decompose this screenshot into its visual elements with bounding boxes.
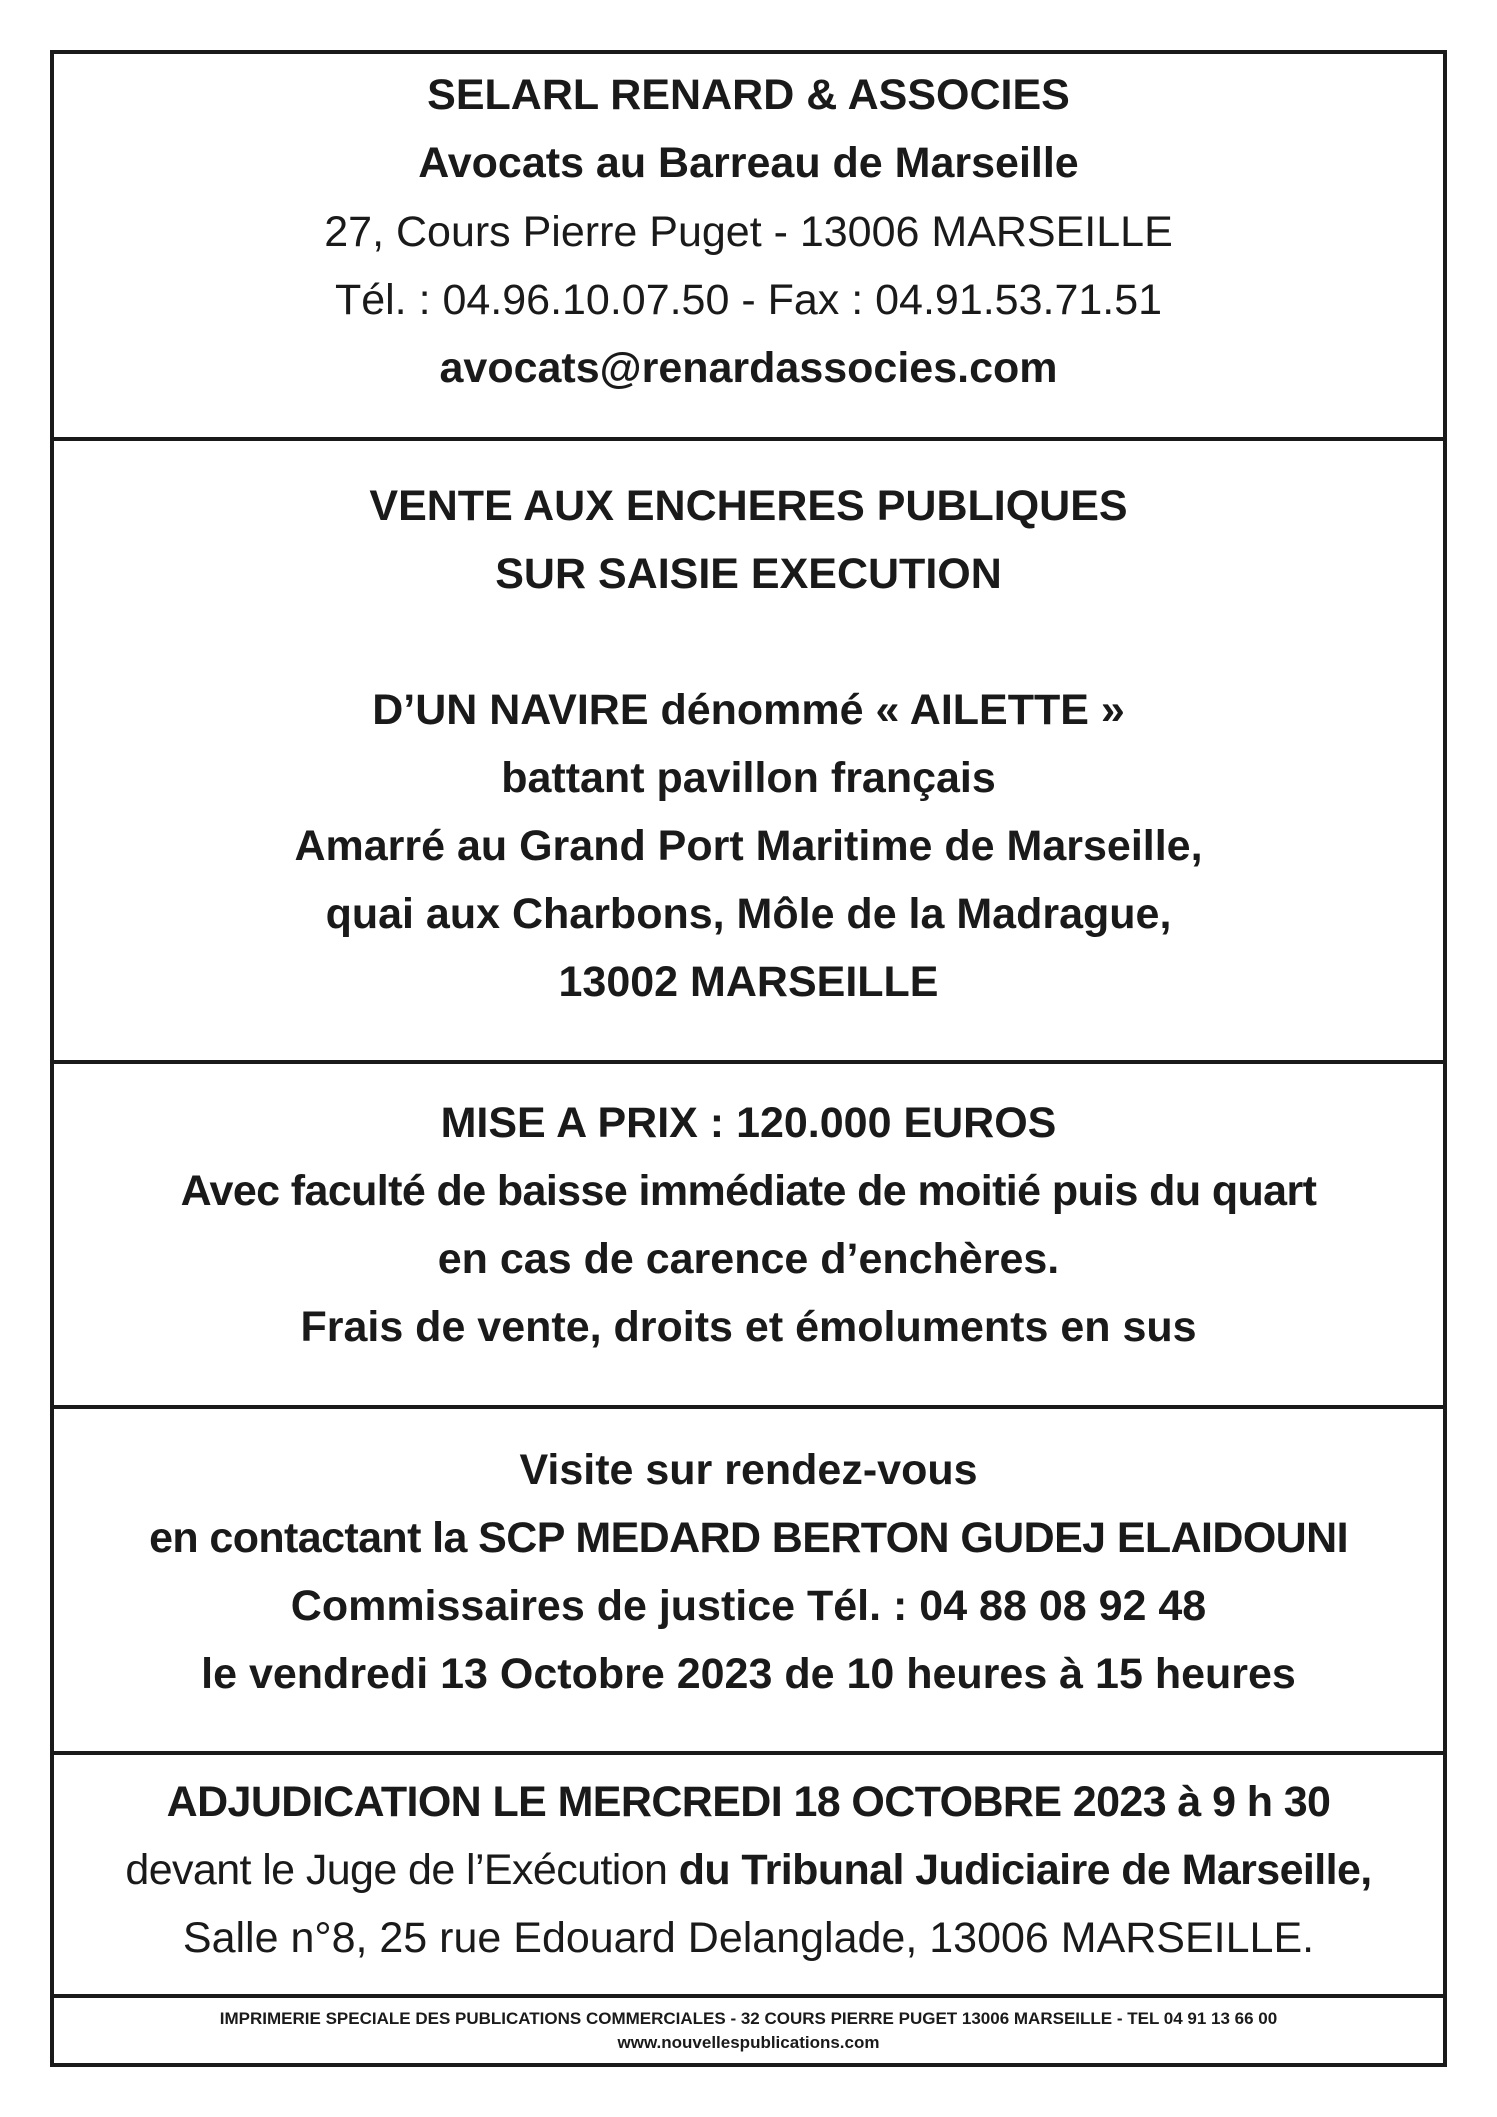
ship-city-line: 13002 MARSEILLE xyxy=(558,958,939,1006)
ship-name-line: D’UN NAVIRE dénommé « AILETTE » xyxy=(372,686,1125,734)
printer-info: IMPRIMERIE SPECIALE DES PUBLICATIONS COMMERCIALES - 32 COURS PIERRE PUGET 13006 MARSEILLE - TEL 04 91 13 66 00 xyxy=(219,2009,1278,2028)
firm-name: SELARL RENARD & ASSOCIES xyxy=(427,71,1070,119)
visit-line1: Visite sur rendez-vous xyxy=(519,1446,978,1494)
price-reduction-line: Avec faculté de baisse immédiate de moitié puis du quart xyxy=(180,1167,1317,1215)
firm-header xyxy=(54,54,1443,441)
notice-frame xyxy=(50,50,1447,2067)
firm-email: avocats@renardassocies.com xyxy=(439,344,1058,392)
adjudication-section xyxy=(54,1755,1443,1998)
firm-address: 27, Cours Pierre Puget - 13006 MARSEILLE xyxy=(324,208,1173,256)
visit-line4: le vendredi 13 Octobre 2023 de 10 heures à 15 heures xyxy=(201,1650,1296,1698)
ship-quay-line: quai aux Charbons, Môle de la Madrague, xyxy=(325,890,1172,938)
adjudication-line2-normal: devant le Juge de l’Exécution xyxy=(125,1846,679,1894)
printer-footer xyxy=(54,1998,1443,2067)
visit-line3: Commissaires de justice Tél. : 04 88 08 92 48 xyxy=(290,1582,1207,1630)
adjudication-line2-bold: du Tribunal Judiciaire de Marseille, xyxy=(678,1846,1372,1894)
firm-phone-fax: Tél. : 04.96.10.07.50 - Fax : 04.91.53.71.51 xyxy=(334,276,1163,324)
price-section xyxy=(54,1064,1443,1409)
price-carence-line: en cas de carence d’enchères. xyxy=(437,1235,1060,1283)
adjudication-line2 xyxy=(54,1846,1443,1894)
ship-flag-line: battant pavillon français xyxy=(501,754,996,802)
sale-title-line2: SUR SAISIE EXECUTION xyxy=(495,550,1002,598)
sale-description xyxy=(54,441,1443,1064)
ship-moored-line: Amarré au Grand Port Maritime de Marseille, xyxy=(294,822,1203,870)
firm-bar: Avocats au Barreau de Marseille xyxy=(418,139,1079,187)
adjudication-line1: ADJUDICATION LE MERCREDI 18 OCTOBRE 2023 à 9 h 30 xyxy=(166,1778,1331,1826)
adjudication-line3: Salle n°8, 25 rue Edouard Delanglade, 13006 MARSEILLE. xyxy=(182,1914,1315,1962)
printer-website: www.nouvellespublications.com xyxy=(617,2033,880,2052)
mise-a-prix: MISE A PRIX : 120.000 EUROS xyxy=(440,1099,1057,1147)
visit-line2: en contactant la SCP MEDARD BERTON GUDEJ ELAIDOUNI xyxy=(149,1514,1348,1562)
price-fees-line: Frais de vente, droits et émoluments en sus xyxy=(300,1303,1197,1351)
sale-title-line1: VENTE AUX ENCHERES PUBLIQUES xyxy=(369,482,1128,530)
visit-section xyxy=(54,1409,1443,1755)
